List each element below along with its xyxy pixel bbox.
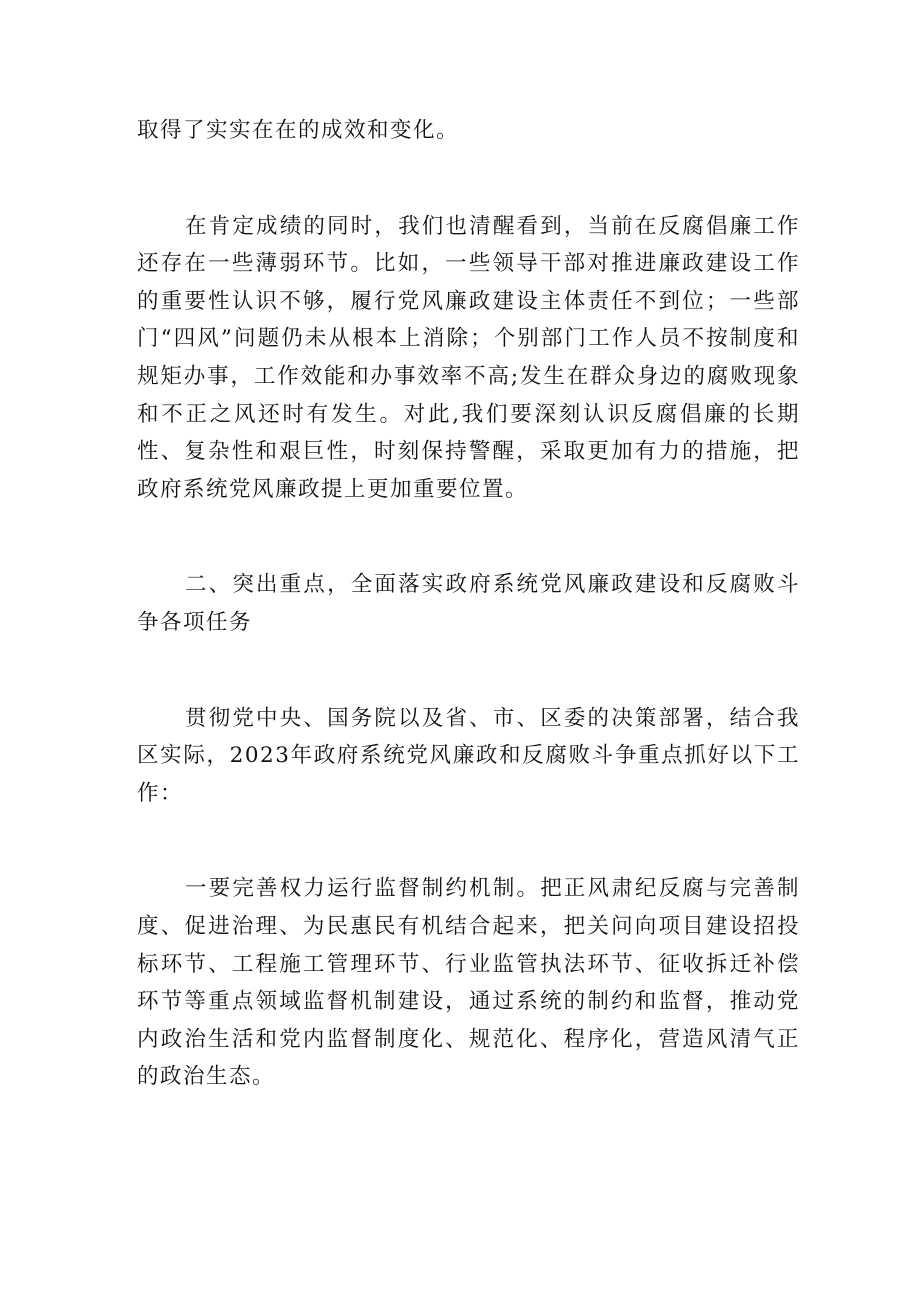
- paragraph-key-work: 贯彻党中央、国务院以及省、市、区委的决策部署，结合我区实际，2023年政府系统党风廉政和反腐败斗争重点抓好以下工作：: [137, 705, 800, 806]
- paragraph-weak-links: 在肯定成绩的同时，我们也清醒看到，当前在反腐倡廉工作还存在一些薄弱环节。比如，一些领导干部对推进廉政建设工作的重要性认识不够，履行党风廉政建设主体责任不到位；一些部门“四风”问题仍未从根本上消除；个别部门工作人员不按制度和规矩办事，工作效能和办事效率不高;发生在群众身边的腐败现象和不正之风还时有发生。对此,我们要深刻认识反腐倡廉的长期性、复杂性和艰巨性，时刻保持警醒，采取更加有力的措施，把政府系统党风廉政提上更加重要位置。: [137, 213, 800, 502]
- paragraph-continuation: 取得了实实在在的成效和变化。: [137, 118, 460, 143]
- section-heading-two: 二、突出重点，全面落实政府系统党风廉政建设和反腐败斗争各项任务: [137, 572, 800, 635]
- paragraph-supervision-mechanism: 一要完善权力运行监督制约机制。把正风肃纪反腐与完善制度、促进治理、为民惠民有机结合起来，把关问向项目建设招投标环节、工程施工管理环节、行业监管执法环节、征收拆迁补偿环节等重点领域监督机制建设，通过系统的制约和监督，推动党内政治生活和党内监督制度化、规范化、程序化，营造风清气正的政治生态。: [137, 876, 800, 1090]
